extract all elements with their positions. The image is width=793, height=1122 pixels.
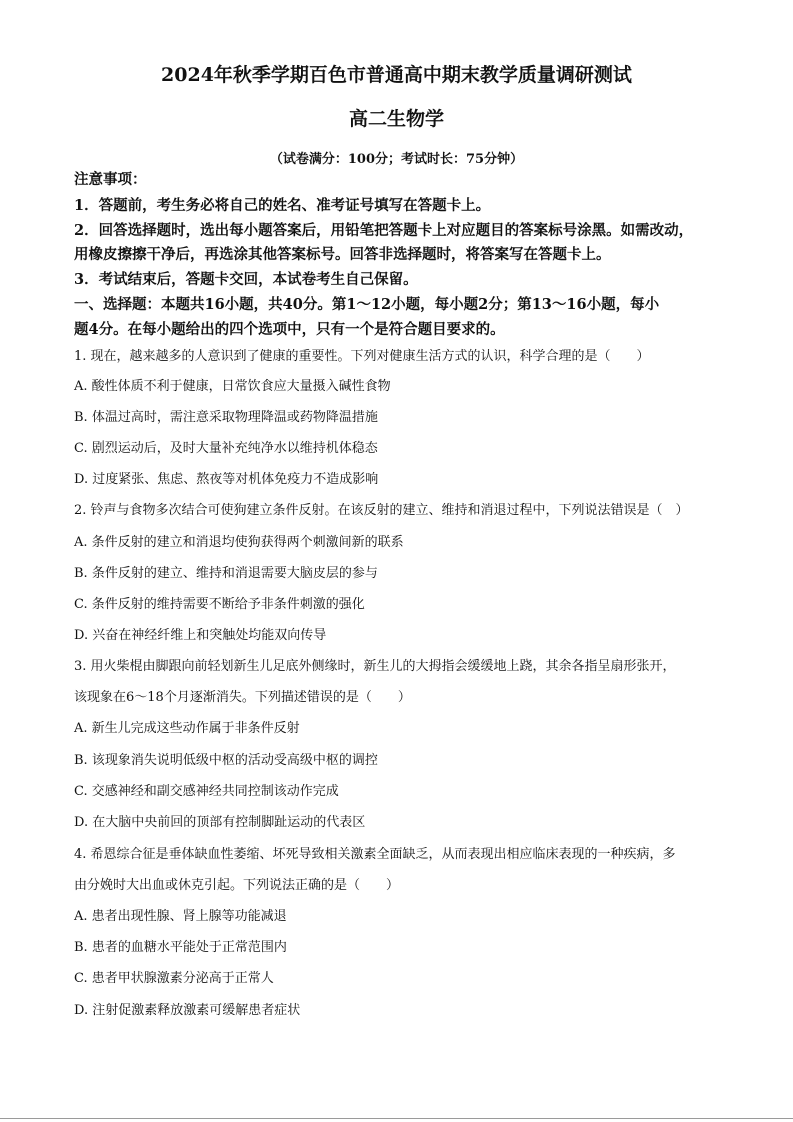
notice-item-3: 3．考试结束后，答题卡交回，本试卷考生自己保留。 <box>74 271 418 288</box>
question-1-stem: 1. 现在，越来越多的人意识到了健康的重要性。下列对健康生活方式的认识，科学合理的是（ ） <box>74 349 650 364</box>
section-heading-line-2: 题4分。在每小题给出的四个选项中，只有一个是符合题目要求的。 <box>74 321 505 338</box>
subject-title: 高二生物学 <box>348 108 444 130</box>
page-bottom-rule <box>0 1118 793 1119</box>
question-2-option-a: A. 条件反射的建立和消退均使狗获得两个刺激间新的联系 <box>74 535 404 550</box>
question-3-option-d: D. 在大脑中央前回的顶部有控制脚趾运动的代表区 <box>74 815 366 830</box>
question-1-option-c: C. 剧烈运动后，及时大量补充纯净水以维持机体稳态 <box>74 441 378 456</box>
notice-item-2-line-1: 2．回答选择题时，选出每小题答案后，用铅笔把答题卡上对应题目的答案标号涂黑。如需改动， <box>74 222 694 239</box>
question-2-stem: 2. 铃声与食物多次结合可使狗建立条件反射。在该反射的建立、维持和消退过程中，下列说法错误是（ ） <box>74 503 689 518</box>
section-heading-line-1: 一、选择题：本题共16小题，共40分。第1～12小题，每小题2分；第13～16小题，每小 <box>74 296 660 313</box>
question-3-option-c: C. 交感神经和副交感神经共同控制该动作完成 <box>74 784 339 799</box>
exam-title: 2024年秋季学期百色市普通高中期末教学质量调研测试 <box>161 64 632 86</box>
question-3-stem-line-2: 该现象在6～18个月逐渐消失。下列描述错误的是（ ） <box>74 690 411 705</box>
question-2-option-c: C. 条件反射的维持需要不断给予非条件刺激的强化 <box>74 597 365 612</box>
question-4-stem-line-2: 由分娩时大出血或休克引起。下列说法正确的是（ ） <box>74 878 400 893</box>
question-3-stem-line-1: 3. 用火柴棍由脚跟向前轻划新生儿足底外侧缘时，新生儿的大拇指会缓缓地上跷，其余各指呈扇形张开， <box>74 659 676 674</box>
question-4-option-a: A. 患者出现性腺、肾上腺等功能减退 <box>74 909 287 924</box>
question-3-option-a: A. 新生儿完成这些动作属于非条件反射 <box>74 721 300 736</box>
question-4-stem-line-1: 4. 希恩综合征是垂体缺血性萎缩、坏死导致相关激素全面缺乏，从而表现出相应临床表现的一种疾病，多 <box>74 847 676 862</box>
question-3-option-b: B. 该现象消失说明低级中枢的活动受高级中枢的调控 <box>74 753 378 768</box>
question-2-option-d: D. 兴奋在神经纤维上和突触处均能双向传导 <box>74 628 327 643</box>
question-1-option-a: A. 酸性体质不利于健康，日常饮食应大量摄入碱性食物 <box>74 379 391 394</box>
notice-heading: 注意事项： <box>74 171 147 188</box>
exam-info: （试卷满分：100分；考试时长：75分钟） <box>269 152 524 167</box>
question-4-option-c: C. 患者甲状腺激素分泌高于正常人 <box>74 971 274 986</box>
question-1-option-b: B. 体温过高时，需注意采取物理降温或药物降温措施 <box>74 410 378 425</box>
question-4-option-b: B. 患者的血糖水平能处于正常范围内 <box>74 940 287 955</box>
notice-item-2-line-2: 用橡皮擦擦干净后，再选涂其他答案标号。回答非选择题时，将答案写在答题卡上。 <box>74 246 611 263</box>
question-2-option-b: B. 条件反射的建立、维持和消退需要大脑皮层的参与 <box>74 566 378 581</box>
notice-item-1: 1．答题前，考生务必将自己的姓名、准考证号填写在答题卡上。 <box>74 197 491 214</box>
question-1-option-d: D. 过度紧张、焦虑、熬夜等对机体免疫力不造成影响 <box>74 472 379 487</box>
question-4-option-d: D. 注射促激素释放激素可缓解患者症状 <box>74 1003 301 1018</box>
